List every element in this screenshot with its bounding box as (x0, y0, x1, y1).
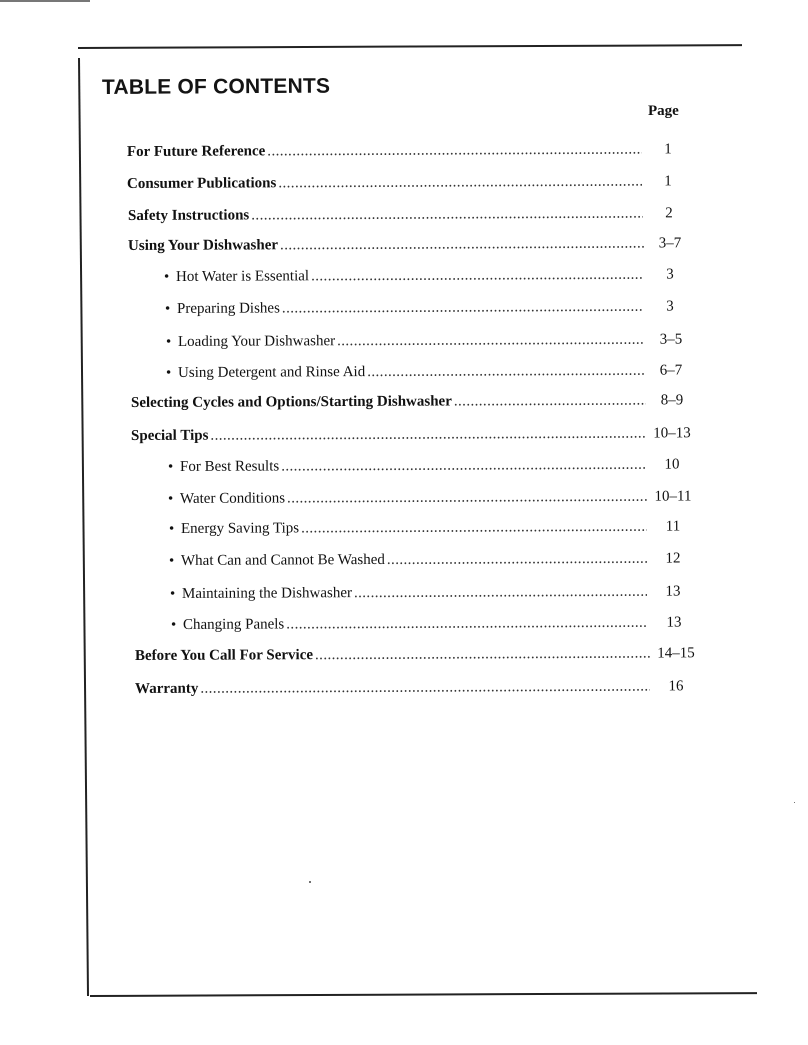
dot-leader (281, 456, 646, 476)
page-title: TABLE OF CONTENTS (101, 74, 331, 99)
toc-entry (127, 172, 692, 193)
bullet-icon: • (167, 490, 174, 507)
dot-leader (367, 362, 645, 381)
toc-entry-page: 12 (665, 550, 681, 567)
toc-entry-label: Before You Call For Service (134, 647, 314, 664)
scan-speck (794, 802, 795, 803)
toc-entry-label: Changing Panels (182, 616, 285, 633)
toc-entry (127, 140, 692, 161)
page-column-header: Page (648, 103, 679, 119)
toc-entry-label: Energy Saving Tips (180, 520, 300, 537)
bullet-icon: • (164, 300, 171, 317)
bullet-icon: • (168, 520, 175, 537)
toc-entry-label: Special Tips (130, 427, 209, 444)
toc-entry-page: 3 (666, 266, 674, 283)
bullet-icon: • (170, 616, 177, 633)
toc-entry-label: For Best Results (179, 458, 280, 475)
toc-entry-page: 14–15 (657, 645, 695, 662)
toc-subentry (166, 330, 695, 351)
toc-entry-label: Maintaining the Dishwasher (181, 585, 353, 602)
toc-entry-label: Using Detergent and Rinse Aid (177, 364, 366, 381)
toc-subentry (166, 361, 695, 382)
dot-leader (311, 266, 644, 286)
dot-leader (287, 488, 647, 508)
toc-entry-page: 13 (666, 614, 682, 631)
toc-subentry (169, 549, 697, 570)
toc-entry-page: 3–5 (659, 331, 683, 348)
dot-leader (278, 172, 642, 192)
dot-leader (251, 204, 643, 224)
toc-entry-page: 10–13 (653, 425, 691, 442)
toc-entry-page: 6–7 (659, 362, 683, 379)
toc-entry-label: Selecting Cycles and Options/Starting Dishwasher (130, 393, 452, 411)
toc-entry (135, 644, 700, 665)
dot-leader (387, 550, 647, 569)
toc-entry-label: Using Your Dishwasher (127, 237, 279, 254)
toc-subentry (169, 517, 697, 538)
bullet-icon: • (168, 552, 175, 569)
toc-entry-label: For Future Reference (126, 143, 266, 160)
bullet-icon: • (165, 364, 172, 381)
toc-entry-label: What Can and Cannot Be Washed (180, 551, 385, 569)
toc-entry-label: Warranty (134, 680, 199, 697)
toc-entry-label: Water Conditions (179, 490, 286, 507)
toc-entry-page: 13 (665, 583, 681, 600)
dot-leader (282, 298, 644, 318)
toc-entry-page: 10 (664, 456, 680, 473)
toc-subentry (168, 487, 697, 508)
toc-entry-label: Loading Your Dishwasher (177, 333, 336, 350)
toc-entry-page: 2 (665, 205, 673, 222)
toc-entry-label: Hot Water is Essential (175, 268, 310, 285)
toc-entry (128, 204, 693, 225)
toc-subentry (171, 613, 698, 634)
dot-leader (315, 644, 650, 664)
toc-entry-page: 1 (664, 173, 672, 190)
toc-entry-label: Safety Instructions (127, 207, 250, 224)
dot-leader (337, 331, 645, 351)
toc-entry-page: 16 (668, 678, 684, 695)
toc-entry (131, 424, 696, 445)
toc-entry-label: Consumer Publications (126, 175, 277, 192)
dot-leader (301, 518, 647, 538)
dot-leader (354, 583, 647, 602)
bullet-icon: • (167, 458, 174, 475)
bullet-icon: • (169, 585, 176, 602)
toc-entry-page: 3–7 (658, 235, 682, 252)
toc-subentry (164, 265, 694, 286)
dot-leader (210, 424, 646, 444)
bullet-icon: • (165, 333, 172, 350)
dot-leader (286, 614, 648, 634)
toc-subentry (168, 455, 696, 476)
toc-entry-page: 11 (665, 518, 681, 535)
toc-entry-page: 1 (664, 141, 672, 158)
toc-entry-label: Preparing Dishes (176, 300, 280, 317)
toc-entry (128, 234, 694, 255)
bullet-icon: • (163, 268, 170, 285)
dot-leader (200, 677, 650, 697)
toc-entry (135, 677, 700, 698)
dot-leader (454, 391, 646, 410)
toc-subentry (165, 297, 694, 318)
toc-entry (131, 391, 696, 412)
dot-leader (280, 234, 644, 254)
toc-entry-page: 8–9 (660, 392, 684, 409)
toc-entry-page: 10–11 (654, 488, 692, 505)
scan-speck (309, 881, 311, 883)
dot-leader (267, 140, 642, 160)
toc-entry-page: 3 (666, 298, 674, 315)
toc-subentry (170, 582, 697, 603)
